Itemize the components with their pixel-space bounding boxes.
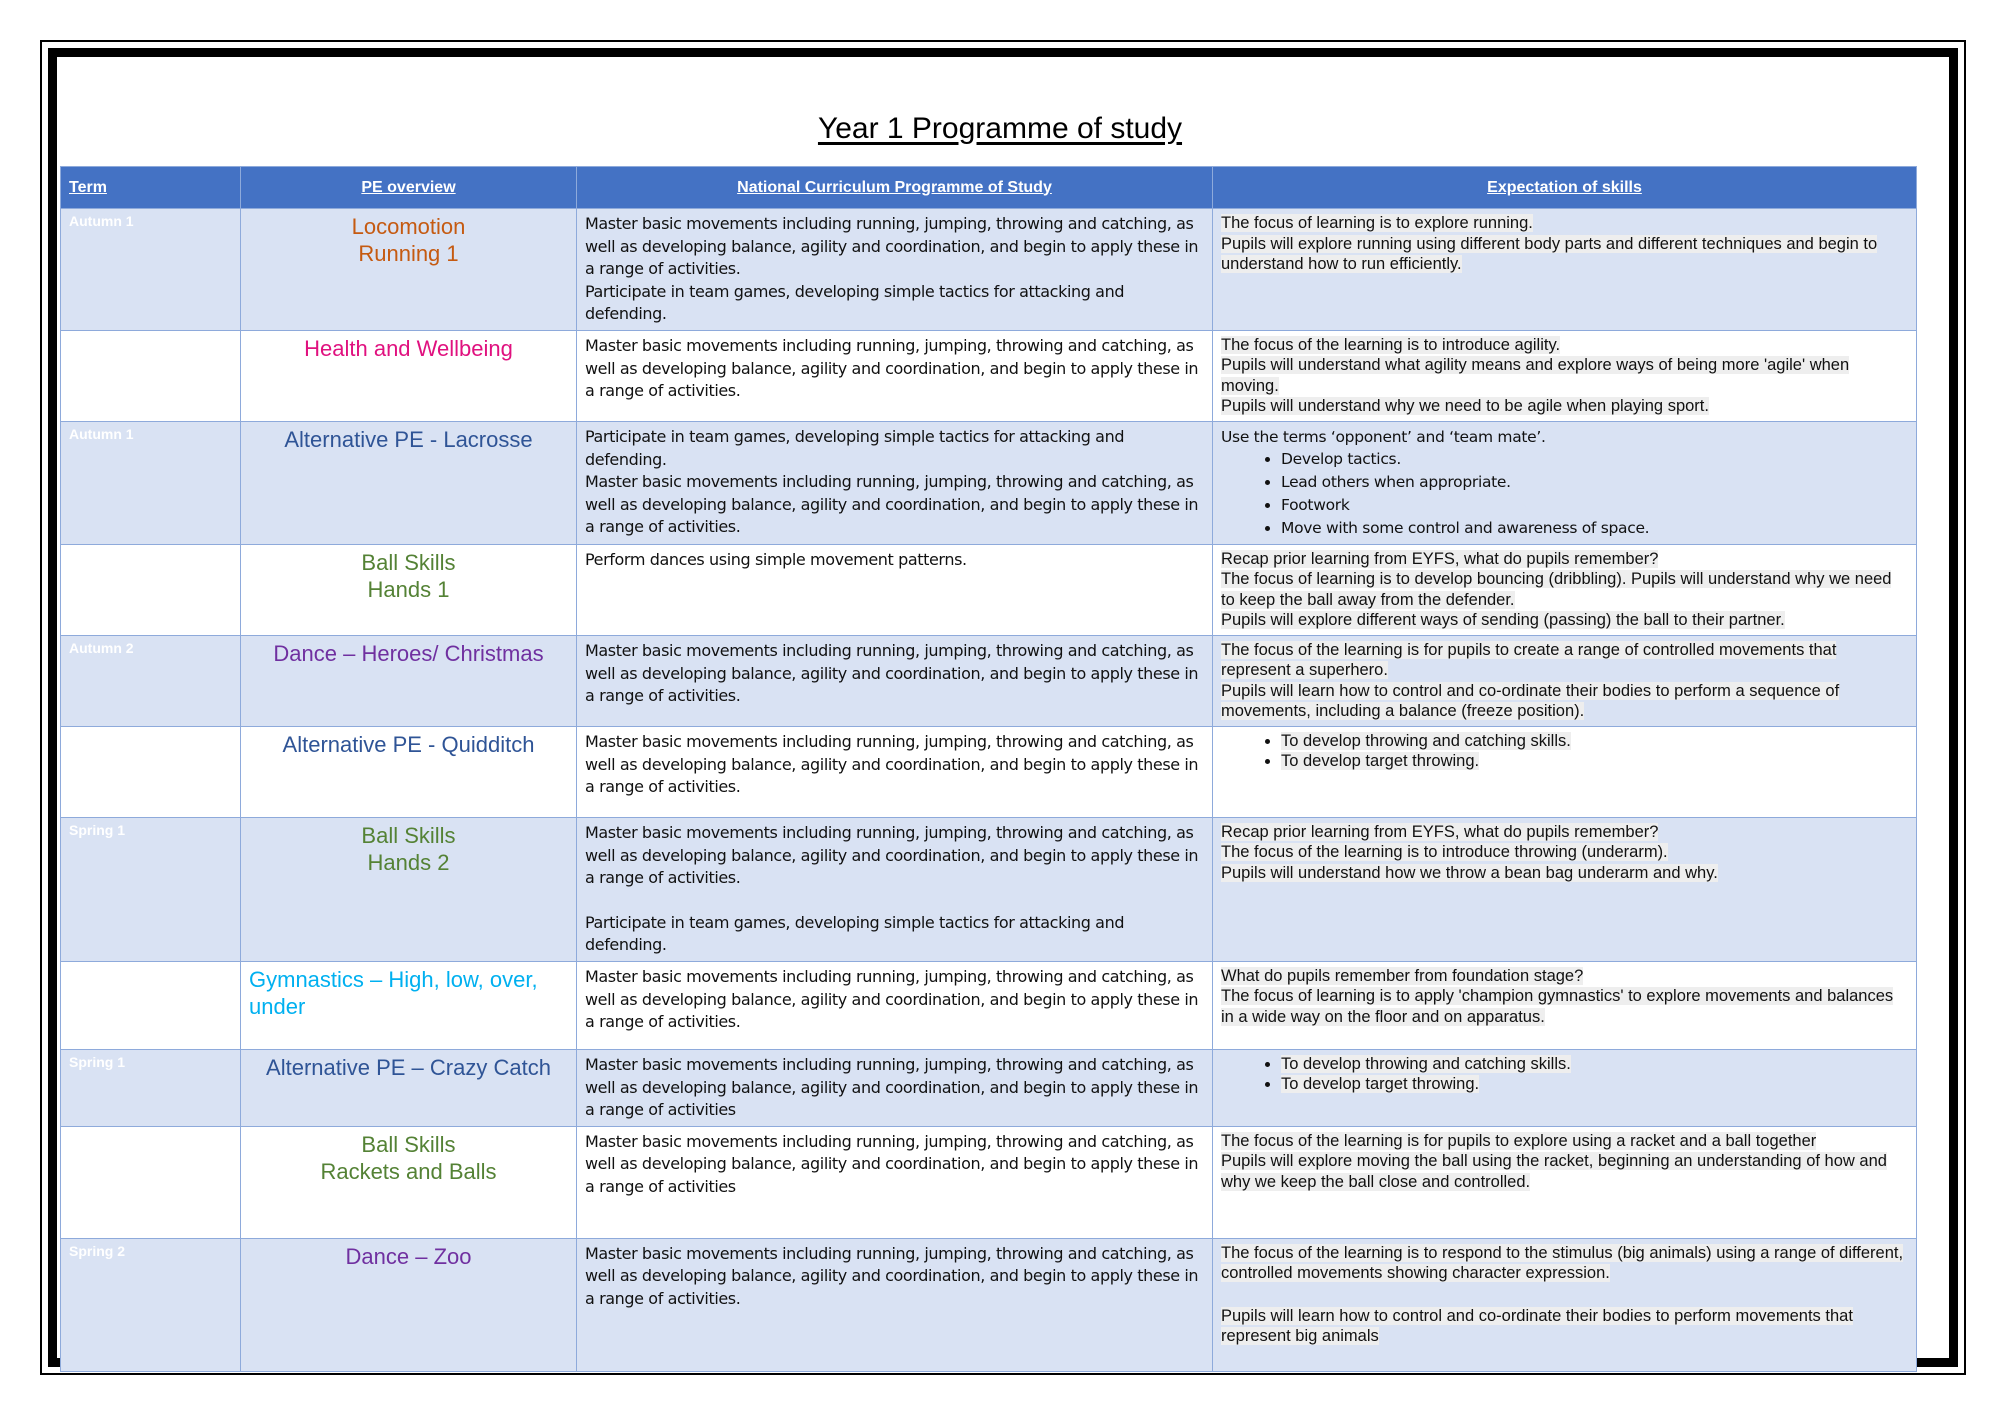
list-item: • Develop tactics. (1281, 448, 1908, 471)
term-cell: Autumn 2 (61, 635, 241, 726)
term-cell: Autumn 1 (61, 421, 241, 544)
overview-cell (241, 817, 577, 961)
header-row (61, 167, 1917, 209)
expectation-line: Pupils will explore running using different body parts and different techniques and begin to understand how to run efficiently. (1221, 234, 1878, 273)
expectation-line: Pupils will learn how to control and co-ordinate their bodies to perform a sequence of movements, including a balance (freeze position). (1221, 681, 1840, 721)
overview-cell (241, 635, 577, 726)
programme-table (60, 166, 1917, 1372)
nc-cell (577, 330, 1213, 421)
table-row (61, 421, 1917, 544)
header-term: Term (61, 167, 241, 209)
expectation-line: What do pupils remember from foundation stage? (1221, 966, 1584, 985)
table-row (61, 726, 1917, 817)
expectation-line: The focus of learning is to explore running. (1221, 214, 1533, 232)
expectation-cell (1213, 635, 1917, 726)
nc-text: Master basic movements including running, jumping, throwing and catching, as well as developing balance, agility and coordination, and begin to apply these in a range of activities (585, 1131, 1199, 1196)
list-item: • Lead others when appropriate. (1281, 471, 1908, 494)
expectation-line: Pupils will understand what agility means and explore ways of being more 'agile' when moving. (1221, 356, 1850, 395)
nc-cell (577, 1049, 1213, 1126)
expectation-cell (1213, 1126, 1917, 1238)
overview-cell (241, 330, 577, 421)
expectation-line: The focus of the learning is to respond to the stimulus (big animals) using a range of different, controlled movements showing character expression. (1221, 1243, 1904, 1283)
overview-line: Alternative PE – Crazy Catch (266, 1054, 551, 1080)
expectation-list (1221, 1054, 1908, 1095)
overview-line: Dance – Heroes/ Christmas (273, 640, 544, 666)
overview-line: Alternative PE - Lacrosse (284, 426, 533, 452)
nc-text: Master basic movements including running, jumping, throwing and catching, as well as developing balance, agility and coordination, and begin to apply these in a range of activities. (585, 472, 1199, 537)
overview-line: Rackets and Balls (320, 1158, 497, 1184)
term-cell: Spring 1 (61, 1049, 241, 1126)
nc-text: Participate in team games, developing simple tactics for attacking and defending. (585, 912, 1125, 955)
page-title: Year 1 Programme of study (817, 112, 1183, 145)
expectation-line: Recap prior learning from EYFS, what do pupils remember? (1221, 822, 1659, 841)
overview-cell (241, 961, 577, 1049)
nc-cell (577, 209, 1213, 331)
overview-line: Running 1 (358, 241, 459, 266)
list-item: • To develop target throwing. (1281, 751, 1908, 772)
term-cell: Autumn 1 (61, 209, 241, 331)
overview-line: Gymnastics – High, low, over, under (249, 966, 538, 1019)
overview-line: Health and Wellbeing (304, 335, 513, 361)
expectation-cell (1213, 544, 1917, 635)
overview-cell (241, 1049, 577, 1126)
expectation-line: The focus of the learning is for pupils to create a range of controlled movements that represent a superhero. (1221, 640, 1837, 680)
overview-line: Alternative PE - Quidditch (282, 731, 535, 757)
expectation-line: Recap prior learning from EYFS, what do pupils remember? (1221, 549, 1659, 568)
overview-cell (241, 726, 577, 817)
nc-text: Participate in team games, developing simple tactics for attacking and defending. (585, 426, 1125, 469)
expectation-line: Use the terms ‘opponent’ and ‘team mate’. (1221, 427, 1546, 446)
table-row (61, 330, 1917, 421)
list-item: • To develop throwing and catching skills. (1281, 731, 1908, 752)
overview-line: Ball Skills (361, 549, 456, 575)
term-cell (61, 330, 241, 421)
header-overview: PE overview (241, 167, 577, 209)
table-row (61, 1126, 1917, 1238)
expectation-line: Pupils will explore moving the ball using the racket, beginning an understanding of how and why we keep the ball close and controlled. (1221, 1152, 1887, 1191)
table-row (61, 1238, 1917, 1371)
nc-cell (577, 1238, 1213, 1371)
term-cell (61, 726, 241, 817)
table-row (61, 635, 1917, 726)
expectation-cell (1213, 817, 1917, 961)
overview-cell (241, 421, 577, 544)
expectation-cell (1213, 961, 1917, 1049)
spacer (1221, 1284, 1908, 1306)
expectation-cell (1213, 330, 1917, 421)
table-row (61, 817, 1917, 961)
overview-cell (241, 1238, 577, 1371)
header-nc: National Curriculum Programme of Study (577, 167, 1213, 209)
expectation-cell (1213, 726, 1917, 817)
table-row (61, 1049, 1917, 1126)
overview-line: Hands 2 (367, 849, 450, 875)
table-row (61, 544, 1917, 635)
list-item: • To develop target throwing. (1281, 1074, 1908, 1095)
nc-text: Master basic movements including running, jumping, throwing and catching, as well as developing balance, agility and coordination, and begin to apply these in a range of activities. (585, 822, 1199, 888)
overview-line: Ball Skills (361, 1131, 456, 1157)
expectation-line: Pupils will explore different ways of sending (passing) the ball to their partner. (1221, 611, 1785, 630)
overview-line: Hands 1 (367, 576, 450, 602)
nc-cell (577, 961, 1213, 1049)
overview-line: Dance – Zoo (345, 1243, 472, 1269)
expectation-list (1221, 731, 1908, 772)
nc-text: Perform dances using simple movement patterns. (585, 549, 967, 569)
expectation-line: The focus of the learning is to introduce agility. (1221, 335, 1561, 354)
expectation-cell (1213, 421, 1917, 544)
spacer (585, 890, 1204, 912)
nc-text: Master basic movements including running, jumping, throwing and catching, as well as developing balance, agility and coordination, and begin to apply these in a range of activities. (585, 1243, 1199, 1308)
expectation-cell (1213, 209, 1917, 331)
nc-text: Master basic movements including running, jumping, throwing and catching, as well as developing balance, agility and coordination, and begin to apply these in a range of activities. (585, 966, 1199, 1032)
overview-cell (241, 1126, 577, 1238)
nc-text: Master basic movements including running, jumping, throwing and catching, as well as developing balance, agility and coordination, and begin to apply these in a range of activities (585, 1054, 1199, 1120)
term-cell (61, 544, 241, 635)
nc-text: Master basic movements including running, jumping, throwing and catching, as well as developing balance, agility and coordination, and begin to apply these in a range of activities. (585, 335, 1199, 401)
nc-cell (577, 1126, 1213, 1238)
expectation-cell (1213, 1049, 1917, 1126)
expectation-line: Pupils will understand how we throw a bean bag underarm and why. (1221, 863, 1718, 882)
overview-cell (241, 544, 577, 635)
overview-cell (241, 209, 577, 331)
header-expectation: Expectation of skills (1213, 167, 1917, 209)
term-cell (61, 1126, 241, 1238)
expectation-line: The focus of learning is to develop bouncing (dribbling). Pupils will understand why we need to keep the ball away from the defender. (1221, 570, 1892, 609)
expectation-line: The focus of the learning is to introduce throwing (underarm). (1221, 843, 1668, 862)
term-cell: Spring 2 (61, 1238, 241, 1371)
nc-cell (577, 421, 1213, 544)
nc-cell (577, 544, 1213, 635)
table-row (61, 209, 1917, 331)
term-cell (61, 961, 241, 1049)
expectation-line: The focus of the learning is for pupils to explore using a racket and a ball together (1221, 1131, 1817, 1150)
overview-line: Locomotion (351, 214, 466, 239)
overview-line: Ball Skills (361, 822, 456, 848)
nc-cell (577, 817, 1213, 961)
nc-cell (577, 726, 1213, 817)
list-item: • Move with some control and awareness of space. (1281, 517, 1908, 540)
table-row (61, 961, 1917, 1049)
expectation-cell (1213, 1238, 1917, 1371)
nc-text: Master basic movements including running, jumping, throwing and catching, as well as developing balance, agility and coordination, and begin to apply these in a range of activities. (585, 640, 1199, 706)
expectation-list (1221, 448, 1908, 540)
nc-text: Master basic movements including running, jumping, throwing and catching, as well as developing balance, agility and coordination, and begin to apply these in a range of activities. (585, 214, 1199, 279)
nc-cell (577, 635, 1213, 726)
expectation-line: Pupils will learn how to control and co-ordinate their bodies to perform movements that represent big animals (1221, 1306, 1853, 1346)
term-cell: Spring 1 (61, 817, 241, 961)
list-item: • Footwork (1281, 494, 1908, 517)
expectation-line: Pupils will understand why we need to be agile when playing sport. (1221, 397, 1709, 416)
nc-text: Participate in team games, developing simple tactics for attacking and defending. (585, 281, 1125, 324)
expectation-line: The focus of learning is to apply 'champion gymnastics' to explore movements and balances in a wide way on the floor and on apparatus. (1221, 987, 1894, 1026)
list-item: • To develop throwing and catching skills. (1281, 1054, 1908, 1075)
nc-text: Master basic movements including running, jumping, throwing and catching, as well as developing balance, agility and coordination, and begin to apply these in a range of activities. (585, 731, 1199, 797)
